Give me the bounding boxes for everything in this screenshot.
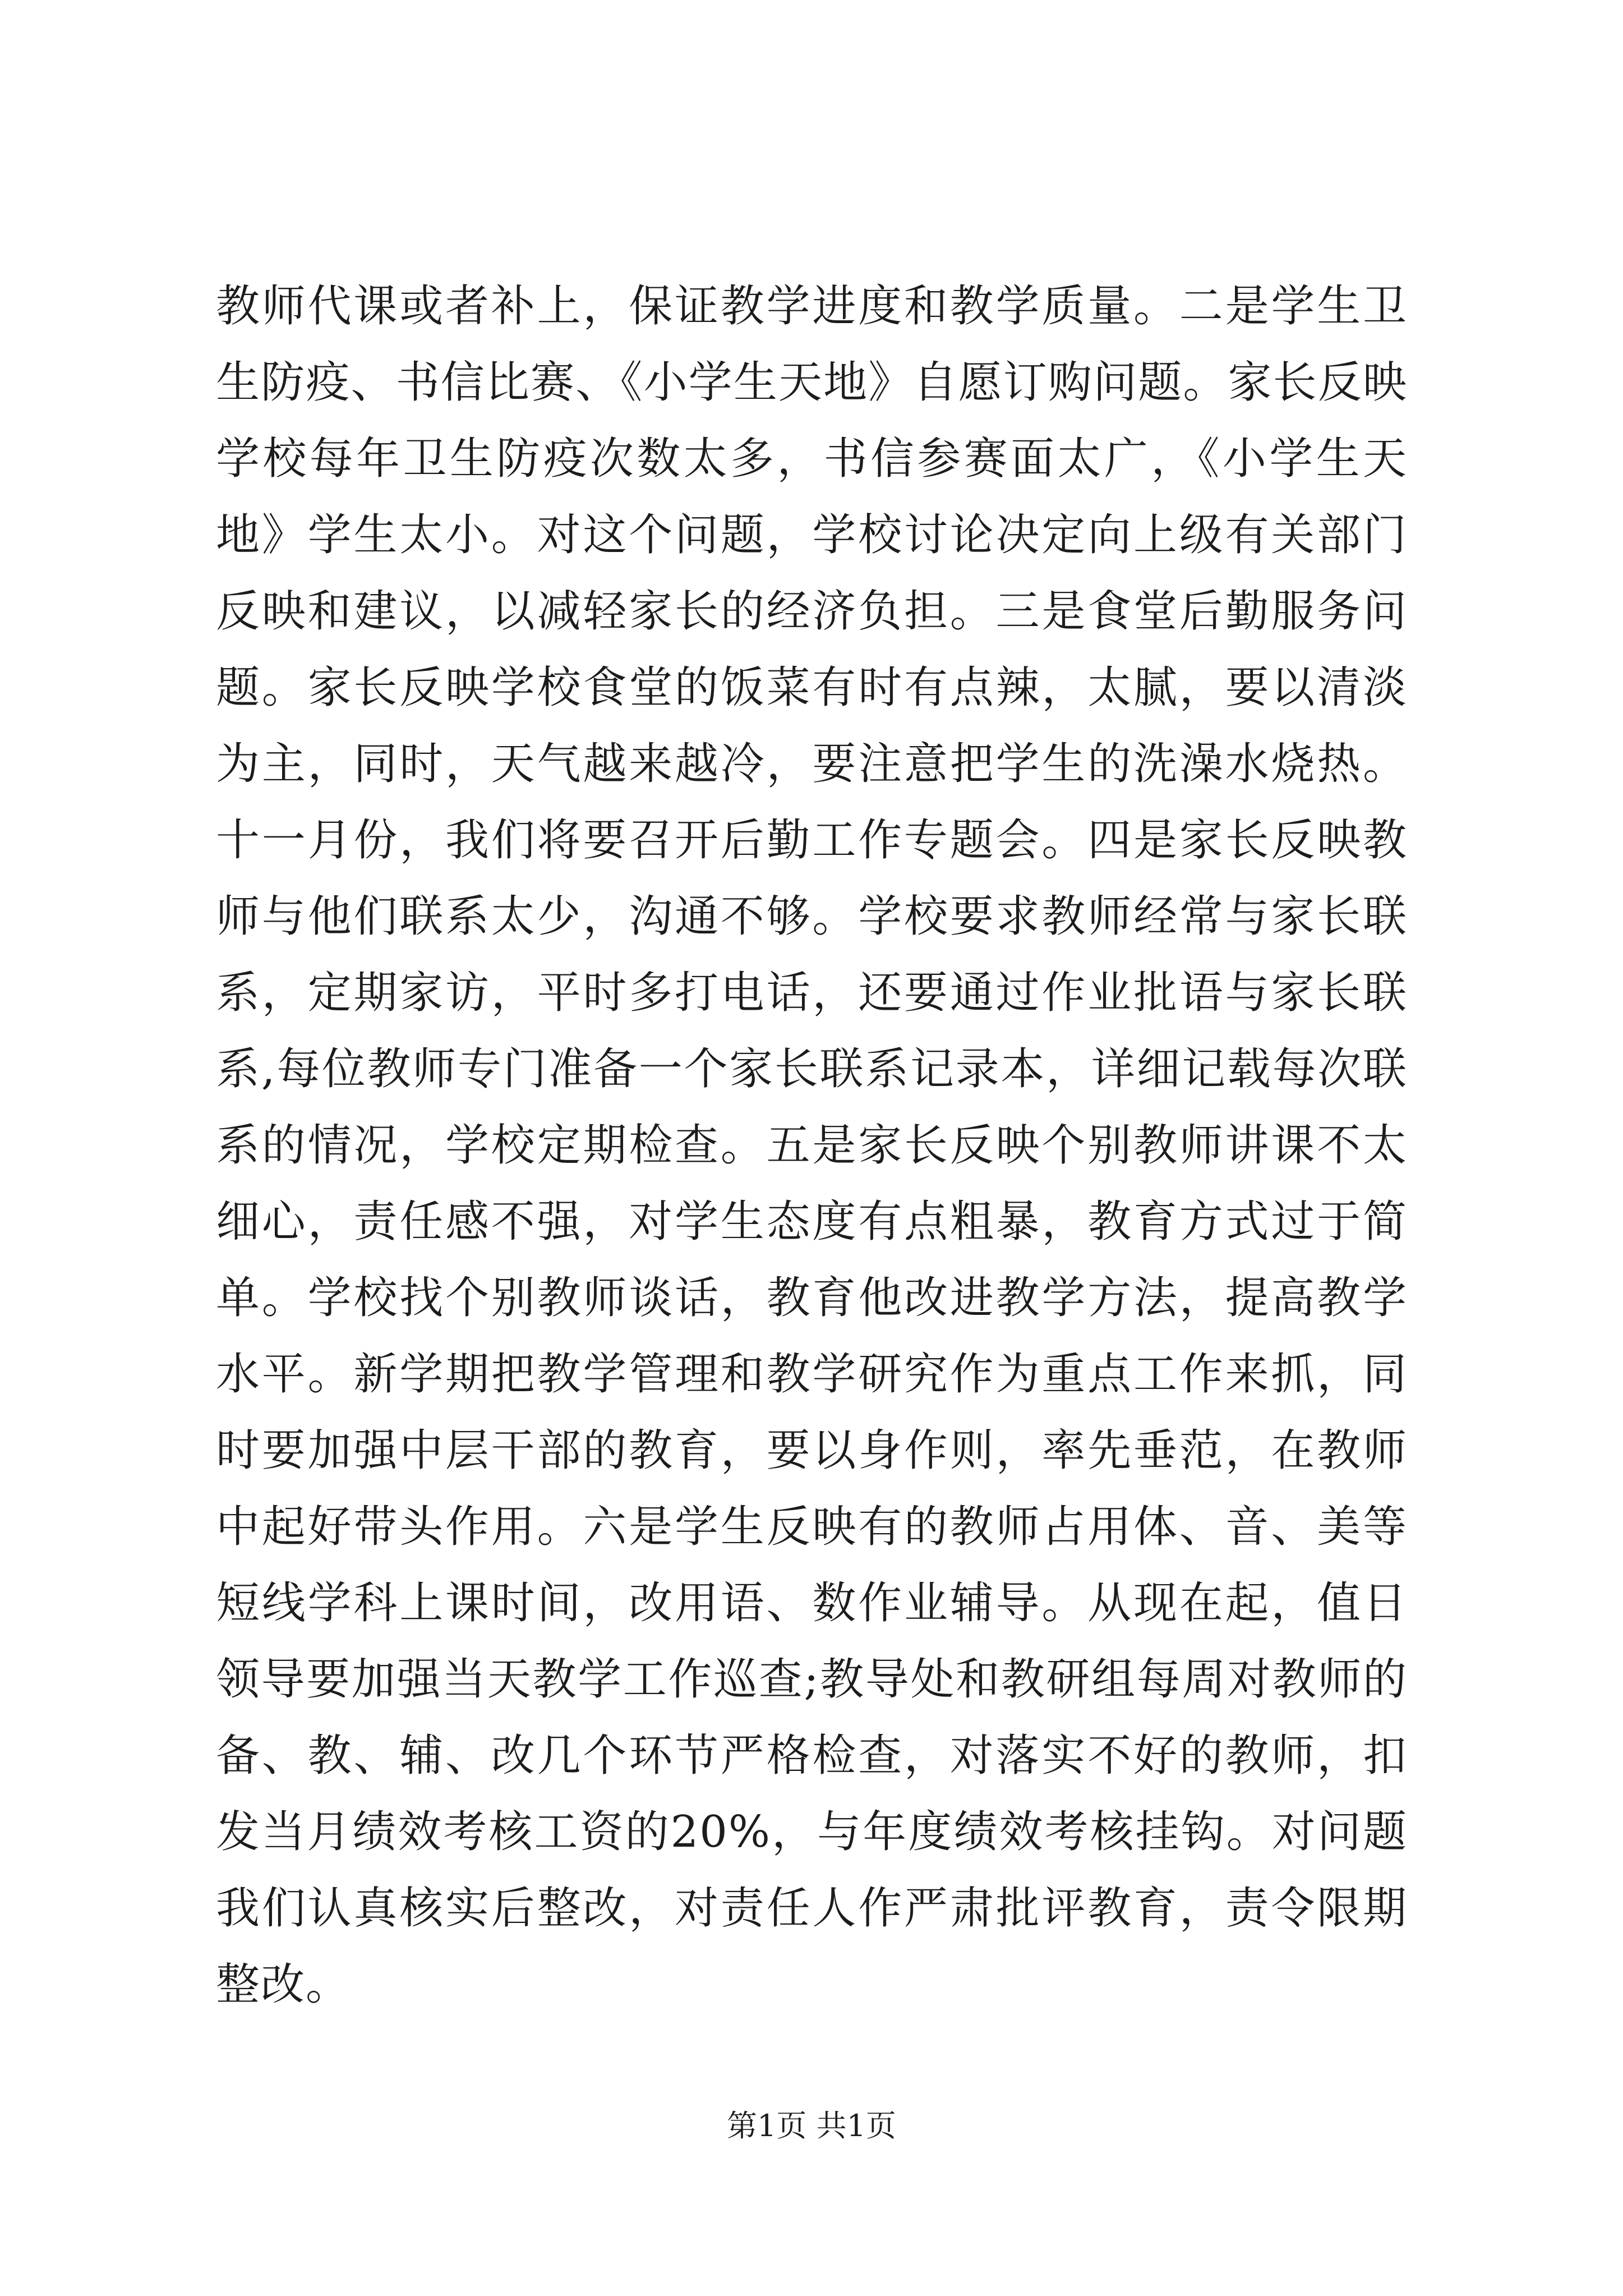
body-paragraph: 教师代课或者补上，保证教学进度和教学质量。二是学生卫生防疫、书信比赛、《小学生天地》自愿订购问题。家长反映学校每年卫生防疫次数太多，书信参赛面太广，《小学生天地》学生太小。对这个问题，学校讨论决定向上级有关部门反映和建议，以减轻家长的经济负担。三是食堂后勤服务问题。家长反映学校食堂的饭菜有时有点辣，太腻，要以清淡为主，同时，天气越来越冷，要注意把学生的洗澡水烧热。十一月份，我们将要召开后勤工作专题会。四是家长反映教师与他们联系太少，沟通不够。学校要求教师经常与家长联系，定期家访，平时多打电话，还要通过作业批语与家长联系,每位教师专门准备一个家长联系记录本，详细记载每次联系的情况，学校定期检查。五是家长反映个别教师讲课不太细心，责任感不强，对学生态度有点粗暴，教育方式过于简单。学校找个别教师谈话，教育他改进教学方法，提高教学水平。新学期把教学管理和教学研究作为重点工作来抓，同时要加强中层干部的教育，要以身作则，率先垂范，在教师中起好带头作用。六是学生反映有的教师占用体、音、美等短线学科上课时间，改用语、数作业辅导。从现在起，值日领导要加强当天教学工作巡查;教导处和教研组每周对教师的备、教、辅、改几个环节严格检查，对落实不好的教师，扣发当月绩效考核工资的20%，与年度绩效考核挂钩。对问题我们认真核实后整改，对责任人作严肃批评教育，责令限期整改。 — [216, 281, 1408, 2010]
page-number-footer: 第1页 共1页 — [727, 2108, 896, 2143]
